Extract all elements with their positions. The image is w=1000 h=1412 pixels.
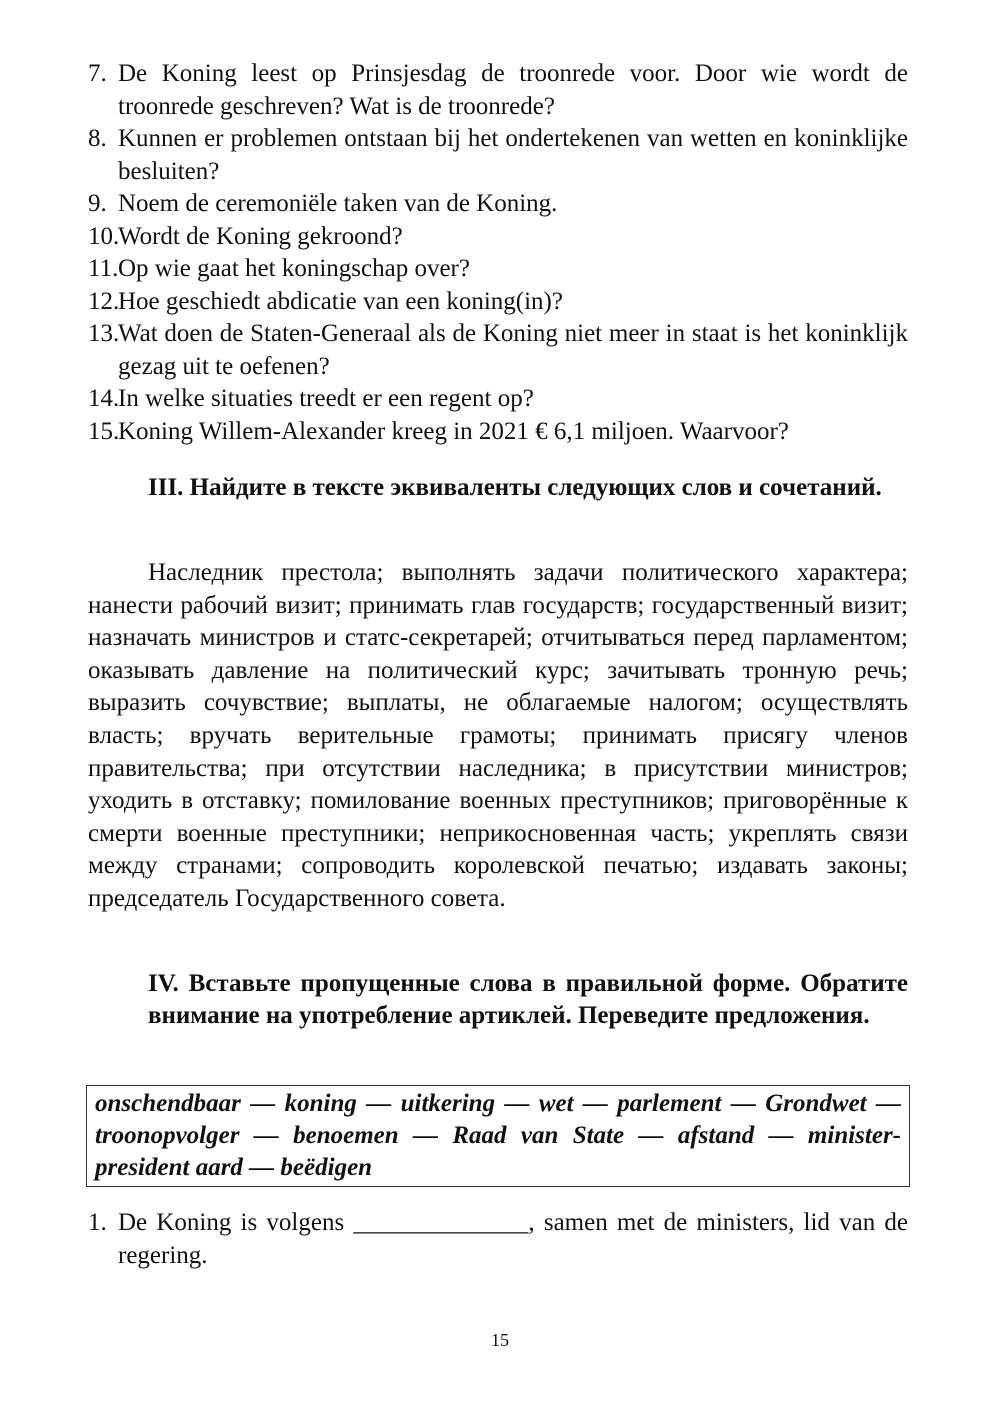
- question-text: Wordt de Koning gekroond?: [118, 222, 403, 250]
- question-number: 9.: [88, 190, 107, 217]
- exercise-text-after: , samen met de ministers, lid van de regering.: [118, 1209, 908, 1269]
- question-text: Koning Willem-Alexander kreeg in 2021 € 6,1 miljoen. Waarvoor?: [118, 417, 789, 445]
- exercise-blank: ______________: [353, 1209, 529, 1236]
- question-number: 14.: [88, 385, 120, 412]
- section-3-heading: III. Найдите в тексте эквиваленты следующих слов и сочетаний.: [148, 474, 882, 501]
- question-number: 10.: [88, 222, 120, 250]
- question-item: [88, 383, 908, 416]
- question-number: 11.: [88, 255, 119, 282]
- question-number: 12.: [88, 287, 120, 315]
- question-number: 8.: [88, 125, 107, 152]
- exercise-number: 1.: [88, 1209, 107, 1236]
- question-item: [88, 286, 908, 319]
- exercise-item: [88, 1207, 908, 1272]
- question-text: Hoe geschiedt abdicatie van een koning(in)?: [118, 287, 563, 315]
- question-item: [88, 253, 908, 286]
- section-3-text: Наследник престола; выполнять задачи политического характера; нанести рабочий визит; принимать глав государств; государственный визит; назначать министров и статс-секретарей; отчитываться перед парламентом; оказывать давление на политический курс; зачитывать тронную речь; выразить сочувствие; выплаты, не облагаемые налогом; осуществлять власть; вручать верительные грамоты; принимать присягу членов правительства; при отсутствии наследника; в присутствии министров; уходить в отставку; помилование военных преступников; приговорённые к смерти военные преступники; неприкосновенная часть; укреплять связи между странами; сопроводить королевской печатью; издавать законы; председатель Государственного совета.: [88, 559, 908, 912]
- question-item: [88, 123, 908, 188]
- question-text: De Koning leest op Prinsjesdag de troonrede voor. Door wie wordt de troonrede geschreven? Wat is de troonrede?: [118, 60, 908, 120]
- question-item: [88, 318, 908, 383]
- question-item: [88, 416, 908, 449]
- section-4-heading: IV. Вставьте пропущенные слова в правильной форме. Обратите внимание на употребление артиклей. Переведите предложения.: [148, 970, 908, 1029]
- question-text: Noem de ceremoniële taken van de Koning.: [118, 190, 558, 217]
- question-number: 15.: [88, 417, 120, 445]
- question-number: 13.: [88, 320, 120, 347]
- question-text: Op wie gaat het koningschap over?: [118, 255, 470, 282]
- question-item: [88, 58, 908, 123]
- exercise-text-before: De Koning is volgens: [118, 1209, 354, 1236]
- question-number: 7.: [88, 60, 107, 87]
- exercise-text: [118, 1207, 908, 1272]
- question-item: [88, 188, 908, 221]
- page-number: 15: [491, 1330, 509, 1350]
- question-text: Kunnen er problemen ontstaan bij het ondertekenen van wetten en koninklijke besluiten?: [118, 125, 908, 185]
- question-list: [88, 58, 908, 448]
- word-box: onschendbaar — koning — uitkering — wet — parlement — Grondwet — troonopvolger — benoemen — Raad van State — afstand — minister-president aard — beëdigen: [86, 1085, 910, 1187]
- question-text: In welke situaties treedt er een regent op?: [118, 385, 534, 412]
- question-text: Wat doen de Staten-Generaal als de Koning niet meer in staat is het koninklijk gezag uit te oefenen?: [118, 320, 908, 380]
- question-item: [88, 221, 908, 254]
